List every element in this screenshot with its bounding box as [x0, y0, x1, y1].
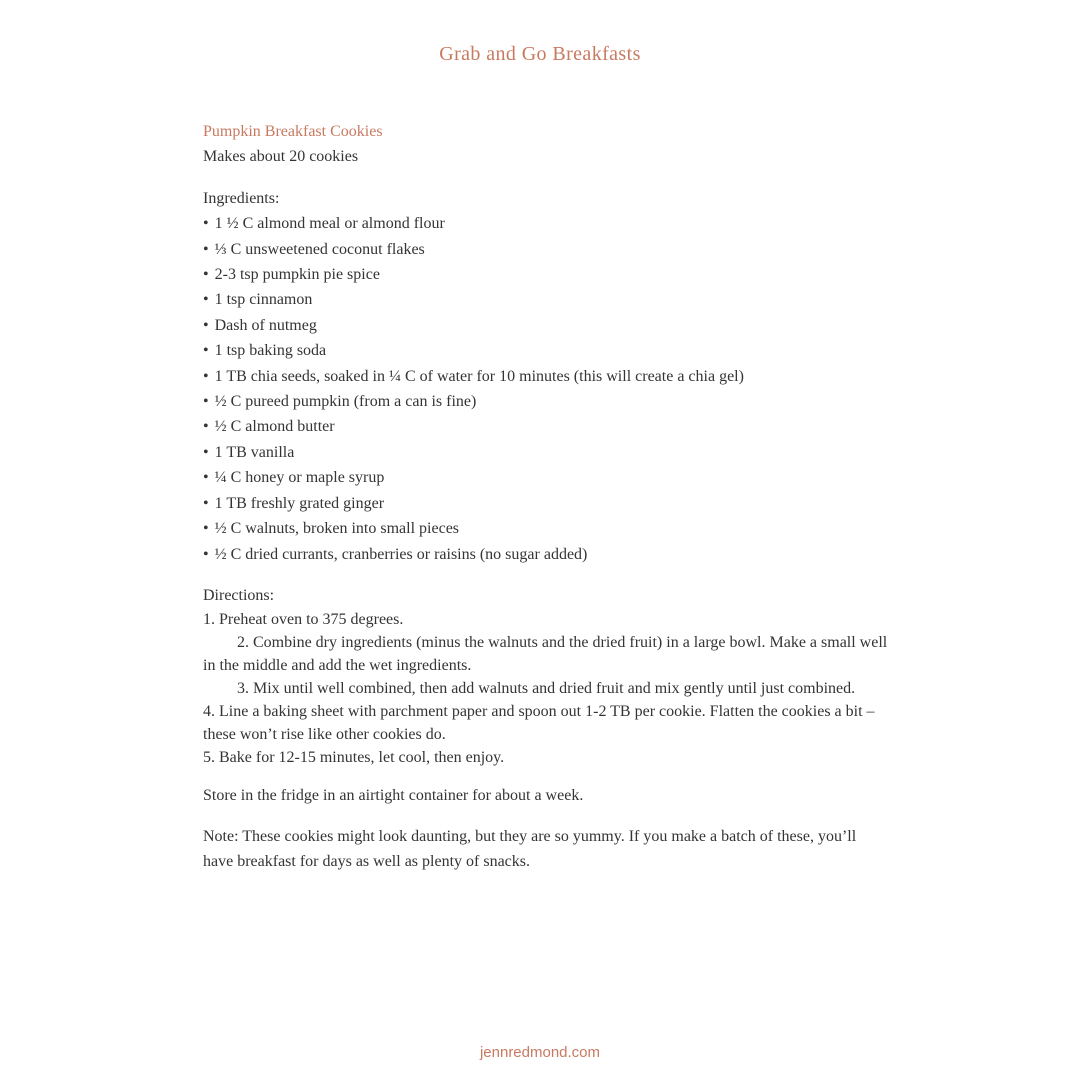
- bullet-marker: •: [203, 545, 209, 563]
- ingredient-text: ⅓ C unsweetened coconut flakes: [214, 240, 425, 258]
- bullet-marker: •: [203, 418, 209, 436]
- bullet-marker: •: [203, 443, 209, 461]
- ingredient-item: [203, 313, 889, 338]
- ingredient-text: 1 tsp cinnamon: [214, 291, 313, 309]
- ingredient-item: [203, 414, 889, 439]
- ingredient-text: ½ C walnuts, broken into small pieces: [214, 520, 460, 538]
- direction-step: 4. Line a baking sheet with parchment paper and spoon out 1-2 TB per cookie. Flatten the cookies a bit – these won’t rise like other cookies do.: [203, 703, 875, 744]
- recipe-note: Note: These cookies might look daunting, but they are so yummy. If you make a batch of these, you’ll have breakfast for days as well as plenty of snacks.: [203, 827, 857, 871]
- bullet-marker: •: [203, 316, 209, 334]
- ingredient-text: ½ C almond butter: [214, 418, 335, 436]
- ingredient-item: [203, 389, 889, 414]
- ingredient-text: 1 ½ C almond meal or almond flour: [214, 215, 445, 233]
- bullet-marker: •: [203, 215, 209, 233]
- ingredients-list: [203, 211, 889, 567]
- ingredient-text: 2-3 tsp pumpkin pie spice: [214, 266, 380, 284]
- direction-step: 1. Preheat oven to 375 degrees.: [203, 611, 404, 629]
- bullet-marker: •: [203, 393, 209, 411]
- storage-note: Store in the fridge in an airtight container for about a week.: [203, 787, 584, 805]
- bullet-marker: •: [203, 494, 209, 512]
- recipe-yield: Makes about 20 cookies: [203, 148, 359, 166]
- directions-heading: Directions:: [203, 586, 275, 604]
- site-footer-link[interactable]: jennredmond.com: [479, 1044, 601, 1061]
- ingredient-item: [203, 542, 889, 567]
- bullet-marker: •: [203, 367, 209, 385]
- bullet-marker: •: [203, 342, 209, 360]
- ingredient-item: [203, 491, 889, 516]
- ingredient-item: [203, 338, 889, 363]
- bullet-marker: •: [203, 240, 209, 258]
- recipe-content: [203, 119, 889, 875]
- ingredient-item: [203, 465, 889, 490]
- ingredient-item: [203, 237, 889, 262]
- direction-step: 3. Mix until well combined, then add walnuts and dried fruit and mix gently until just combined.: [237, 680, 856, 698]
- ingredient-item: [203, 364, 889, 389]
- ingredient-item: [203, 440, 889, 465]
- bullet-marker: •: [203, 291, 209, 309]
- ingredient-text: 1 TB freshly grated ginger: [214, 494, 385, 512]
- ingredient-item: [203, 262, 889, 287]
- ingredient-text: 1 TB chia seeds, soaked in ¼ C of water for 10 minutes (this will create a chia gel): [214, 367, 744, 385]
- bullet-marker: •: [203, 520, 209, 538]
- ingredient-text: ½ C dried currants, cranberries or raisins (no sugar added): [214, 545, 588, 563]
- recipe-name: Pumpkin Breakfast Cookies: [203, 123, 383, 140]
- ingredient-item: [203, 211, 889, 236]
- ingredient-text: 1 TB vanilla: [214, 443, 295, 461]
- ingredient-item: [203, 516, 889, 541]
- direction-step: 2. Combine dry ingredients (minus the walnuts and the dried fruit) in a large bowl. Make a small well in the middle and add the wet ingredients.: [203, 634, 888, 675]
- ingredient-text: Dash of nutmeg: [214, 316, 317, 334]
- ingredient-text: 1 tsp baking soda: [214, 342, 327, 360]
- ingredients-heading: Ingredients:: [203, 189, 280, 207]
- page-title: Grab and Go Breakfasts: [439, 43, 641, 65]
- direction-step: 5. Bake for 12-15 minutes, let cool, then enjoy.: [203, 749, 505, 767]
- directions-list: [203, 608, 889, 769]
- ingredient-text: ¼ C honey or maple syrup: [214, 469, 385, 487]
- ingredient-item: [203, 287, 889, 312]
- bullet-marker: •: [203, 266, 209, 284]
- ingredient-text: ½ C pureed pumpkin (from a can is fine): [214, 393, 477, 411]
- bullet-marker: •: [203, 469, 209, 487]
